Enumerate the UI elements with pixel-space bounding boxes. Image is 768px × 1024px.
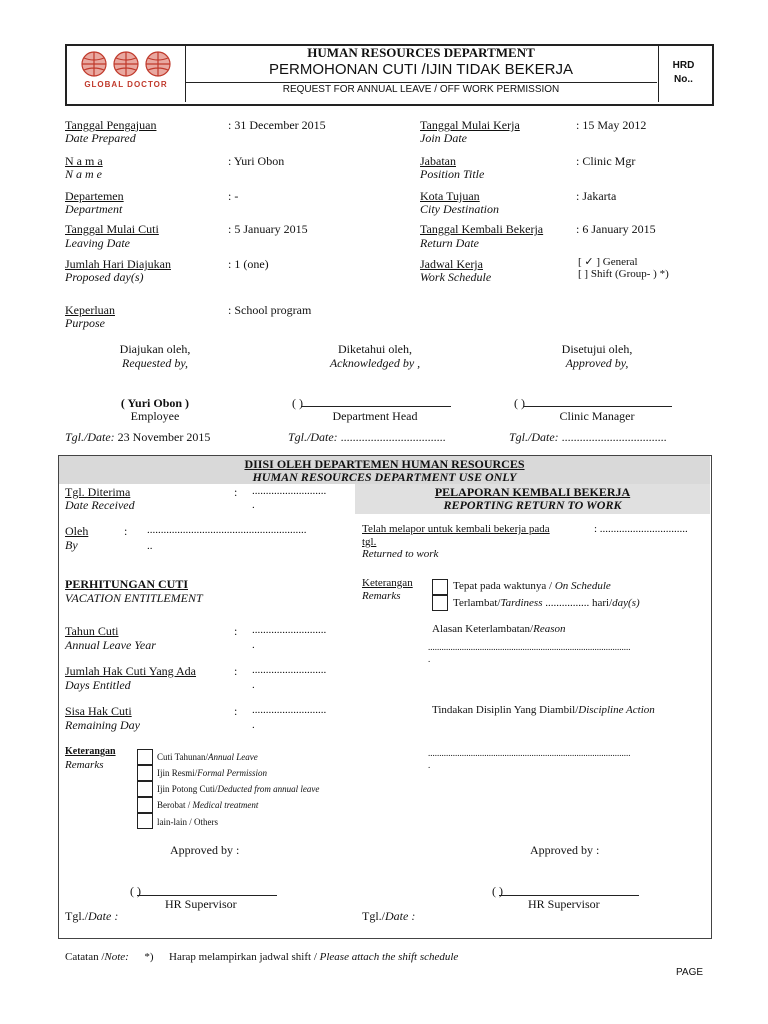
sig-label-en: Requested by, — [122, 356, 188, 370]
hr-supervisor-right: HR Supervisor — [528, 897, 600, 911]
tardiness-checkbox[interactable] — [432, 595, 448, 611]
reason-field[interactable]: .......................................................................................... — [428, 642, 631, 652]
field-label-en: Department — [65, 202, 123, 216]
hr-approved-by-left: Approved by : — [170, 843, 240, 857]
remaining-label-en: Remaining Day — [65, 718, 140, 732]
form-title: PERMOHONAN CUTI /IJIN TIDAK BEKERJA — [269, 61, 573, 78]
field-label-id: Tanggal Mulai Cuti — [65, 222, 159, 236]
field-label-en: N a m e — [65, 167, 102, 181]
hr-approved-by-right: Approved by : — [530, 843, 600, 857]
on-schedule-label: Tepat pada waktunya / On Schedule — [453, 580, 611, 592]
field-label-en: Work Schedule — [420, 270, 492, 284]
sig-label-id: Diajukan oleh, — [119, 342, 191, 356]
deducted-leave-checkbox[interactable] — [137, 781, 153, 797]
subtitle-divider — [185, 82, 657, 83]
field-label-id: Tanggal Mulai Kerja — [420, 118, 520, 132]
field-value: : 6 January 2015 — [576, 222, 656, 236]
days-entitled-label-en: Days Entitled — [65, 678, 131, 692]
annual-year-label-en: Annual Leave Year — [65, 638, 156, 652]
dot: . — [252, 639, 255, 651]
dot: . — [428, 760, 431, 770]
colon: : — [124, 524, 128, 538]
returned-label-id: Telah melapor untuk kembali bekerja pada — [362, 523, 550, 535]
schedule-general-option[interactable]: [ ✓ ] General — [578, 256, 638, 268]
dot: . — [252, 499, 255, 511]
field-label-id: Jumlah Hari Diajukan — [65, 257, 171, 271]
field-value: : 5 January 2015 — [228, 222, 308, 236]
return-remarks-label-en: Remarks — [362, 590, 401, 602]
sig-line — [524, 406, 672, 407]
field-label-en: Purpose — [65, 316, 105, 330]
hrd-label: HRD — [672, 60, 695, 71]
medical-treatment-label: Berobat / Medical treatment — [157, 800, 259, 810]
vacation-title-en: VACATION ENTITLEMENT — [65, 591, 203, 605]
field-label-id: Kota Tujuan — [420, 189, 480, 203]
field-label-id: Keperluan — [65, 303, 115, 317]
date-received-label-en: Date Received — [65, 498, 135, 512]
others-label: lain-lain / Others — [157, 817, 218, 827]
medical-treatment-checkbox[interactable] — [137, 797, 153, 813]
hrd-number: No.. — [674, 74, 693, 85]
company-logo — [72, 47, 180, 97]
hr-supervisor-left: HR Supervisor — [165, 897, 237, 911]
field-value: : School program — [228, 303, 312, 317]
days-entitled-label-id: Jumlah Hak Cuti Yang Ada — [65, 664, 197, 678]
form-subtitle: REQUEST FOR ANNUAL LEAVE / OFF WORK PERMISSION — [282, 84, 560, 95]
field-label-en: City Destination — [420, 202, 499, 216]
field-label-en: Leaving Date — [65, 236, 130, 250]
hr-sig-bracket-left: ( ) — [130, 884, 141, 898]
returned-field[interactable]: : ................................ — [594, 523, 688, 535]
vacation-title-id: PERHITUNGAN CUTI — [65, 577, 189, 591]
by-field[interactable]: .......................................................... — [147, 524, 307, 536]
discipline-label: Tindakan Disiplin Yang Diambil/Discipline Action — [432, 704, 655, 716]
sig-label-en: Approved by, — [565, 356, 629, 370]
returned-label-en: Returned to work — [362, 548, 439, 560]
field-label-id: Jabatan — [420, 154, 456, 168]
hr-section-title-id: DIISI OLEH DEPARTEMEN HUMAN RESOURCES — [244, 457, 525, 471]
sig-label-en: Acknowledged by , — [329, 356, 421, 370]
sig-date: Tgl./Date: ................................... — [288, 430, 446, 444]
hr-section-title-en: HUMAN RESOURCES DEPARTMENT USE ONLY — [252, 470, 517, 484]
hr-sig-line-left — [137, 895, 277, 896]
colon: : — [234, 664, 238, 678]
field-value: : Clinic Mgr — [576, 154, 636, 168]
annual-leave-checkbox[interactable] — [137, 749, 153, 765]
sig-date: Tgl./Date: ................................... — [509, 430, 667, 444]
return-remarks-label-id: Keterangan — [362, 577, 413, 589]
hr-sig-line-right — [499, 895, 639, 896]
colon: : — [234, 704, 238, 718]
dots: .. — [147, 540, 153, 552]
field-label-id: N a m a — [65, 154, 103, 168]
dot: . — [252, 679, 255, 691]
discipline-field[interactable]: .......................................................................................... — [428, 748, 631, 758]
field-value: : Jakarta — [576, 189, 617, 203]
date-received-field[interactable]: ........................... — [252, 485, 327, 497]
date-received-label-id: Tgl. Diterima — [65, 485, 131, 499]
annual-leave-label: Cuti Tahunan/Annual Leave — [157, 752, 258, 762]
sig-role: Department Head — [332, 409, 418, 423]
sig-label-id: Disetujui oleh, — [561, 342, 633, 356]
sig-name: ( Yuri Obon ) — [120, 396, 190, 410]
field-label-en: Date Prepared — [65, 131, 136, 145]
reason-label: Alasan Keterlambatan/Reason — [432, 623, 566, 635]
schedule-shift-option[interactable]: [ ] Shift (Group- ) *) — [578, 268, 669, 280]
returned-tgl: tgl. — [362, 536, 377, 548]
sig-role: Employee — [130, 409, 180, 423]
sig-line — [301, 406, 451, 407]
sig-label-id: Diketahui oleh, — [338, 342, 412, 356]
others-checkbox[interactable] — [137, 813, 153, 829]
field-value: : - — [228, 189, 239, 203]
formal-permission-label: Ijin Resmi/Formal Permission — [157, 768, 267, 778]
annual-year-label-id: Tahun Cuti — [65, 624, 119, 638]
field-label-id: Jadwal Kerja — [420, 257, 483, 271]
deducted-leave-label: Ijin Potong Cuti/Deducted from annual leave — [157, 784, 320, 794]
logo-text: GLOBAL DOCTOR — [84, 80, 168, 89]
field-label-en: Join Date — [420, 131, 467, 145]
by-label-id: Oleh — [65, 524, 89, 538]
dot: . — [428, 654, 431, 664]
field-label-en: Proposed day(s) — [65, 270, 144, 284]
field-value: : 15 May 2012 — [576, 118, 647, 132]
field-label-en: Position Title — [420, 167, 485, 181]
field-label-id: Tanggal Kembali Bekerja — [420, 222, 544, 236]
sig-date: Tgl./Date: 23 November 2015 — [65, 430, 211, 444]
annual-year-field[interactable]: ........................... — [252, 624, 327, 636]
remaining-field[interactable]: ........................... — [252, 704, 327, 716]
field-value: : Yuri Obon — [228, 154, 285, 168]
footer-note: Catatan /Note: *) Harap melampirkan jadwal shift / Please attach the shift schedule — [65, 951, 459, 963]
field-label-en: Return Date — [420, 236, 479, 250]
on-schedule-checkbox[interactable] — [432, 579, 448, 595]
field-value: : 31 December 2015 — [228, 118, 326, 132]
return-title-en: REPORTING RETURN TO WORK — [443, 498, 622, 512]
dot: . — [252, 719, 255, 731]
by-label-en: By — [65, 538, 78, 552]
remarks-label-id: Keterangan — [65, 746, 116, 757]
days-entitled-field[interactable]: ........................... — [252, 664, 327, 676]
hr-sig-bracket-right: ( ) — [492, 884, 503, 898]
return-title-id: PELAPORAN KEMBALI BEKERJA — [434, 485, 631, 499]
field-label-id: Tanggal Pengajuan — [65, 118, 157, 132]
sig-bracket: ( ) — [292, 396, 303, 410]
remarks-label-en: Remarks — [65, 759, 104, 771]
hr-date-left: Tgl./Date : — [65, 909, 119, 923]
tardiness-label: Terlambat/Tardiness ................ hari/day(s) — [453, 597, 640, 609]
dept-title: HUMAN RESOURCES DEPARTMENT — [307, 45, 535, 60]
sig-bracket: ( ) — [514, 396, 525, 410]
colon: : — [234, 485, 238, 499]
hr-date-right: Tgl./Date : — [362, 909, 416, 923]
remaining-label-id: Sisa Hak Cuti — [65, 704, 132, 718]
formal-permission-checkbox[interactable] — [137, 765, 153, 781]
page-label: PAGE — [676, 967, 704, 978]
sig-role: Clinic Manager — [559, 409, 635, 423]
field-label-id: Departemen — [65, 189, 124, 203]
field-value: : 1 (one) — [228, 257, 269, 271]
colon: : — [234, 624, 238, 638]
